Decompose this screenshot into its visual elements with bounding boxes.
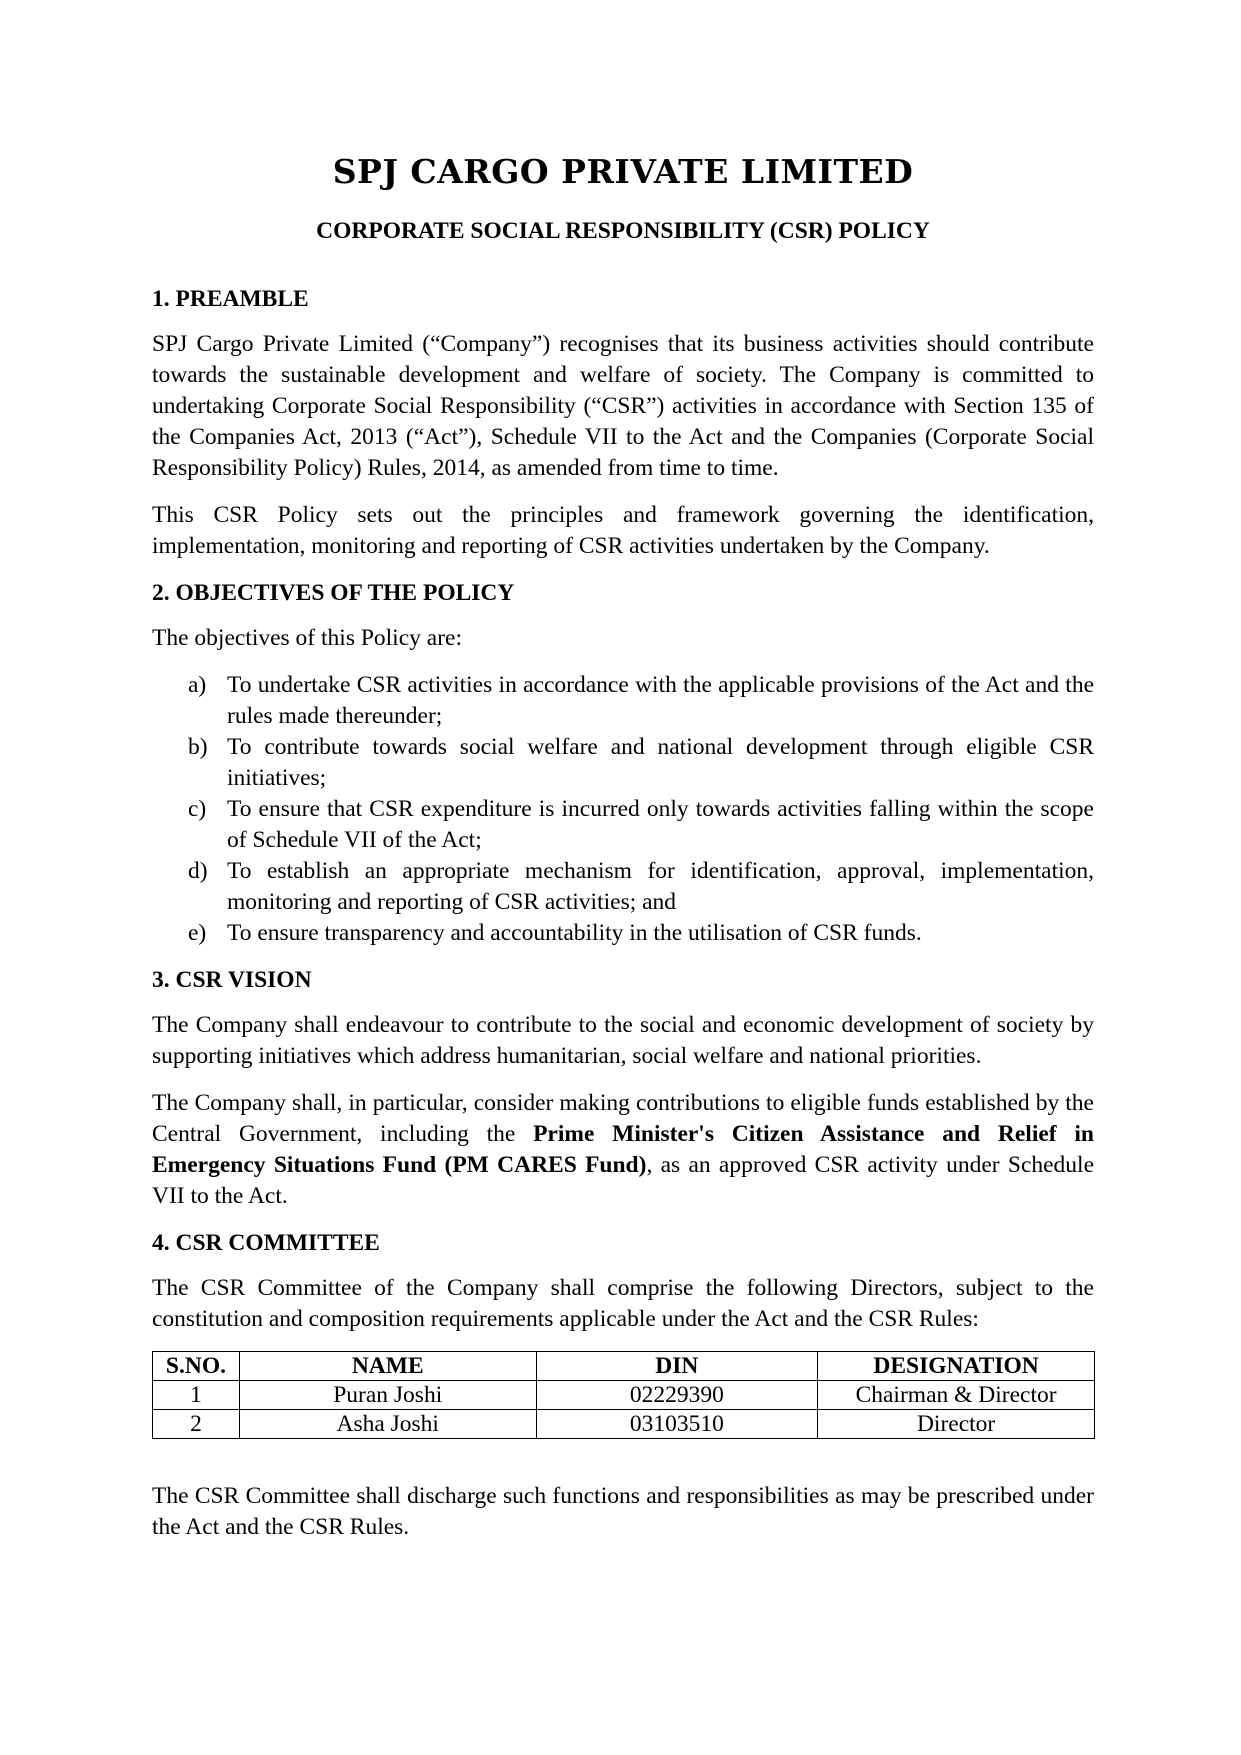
preamble-paragraph-1: SPJ Cargo Private Limited (“Company”) recognises that its business activities should contribute towards the sustainable development and welfare of society. The Company is committed to undertaking Corporate Social Responsibility (“CSR”) activities in accordance with Section 135 of the Companies Act, 2013 (“Act”), Schedule VII to the Act and the Companies (Corporate Social Responsibility Policy) Rules, 2014, as amended from time to time. xyxy=(152,331,1094,481)
cell-designation: Chairman & Director xyxy=(818,1381,1095,1410)
pm-cares-fund-name: Prime Minister's Citizen Assistance and Relief in Emergency Situations Fund (PM CARES Fund) xyxy=(152,1121,1094,1178)
list-marker: e) xyxy=(188,920,207,946)
list-item-text: To ensure transparency and accountability in the utilisation of CSR funds. xyxy=(227,920,922,946)
cell-name: Asha Joshi xyxy=(239,1410,536,1439)
cell-designation: Director xyxy=(818,1410,1095,1439)
column-header-designation: DESIGNATION xyxy=(818,1352,1095,1381)
objectives-intro: The objectives of this Policy are: xyxy=(152,625,462,651)
committee-closing: The CSR Committee shall discharge such functions and responsibilities as may be prescribed under the Act and the CSR Rules. xyxy=(152,1483,1094,1540)
list-item-text: To undertake CSR activities in accordance with the applicable provisions of the Act and the rules made thereunder; xyxy=(227,672,1094,729)
list-item xyxy=(188,670,1094,732)
vision-text-before: The Company shall, in particular, consider making contributions to eligible funds established by the Central Government, including the xyxy=(152,1090,1094,1147)
list-item xyxy=(188,918,1094,949)
vision-paragraph-2 xyxy=(152,1088,1094,1212)
list-item-text: To ensure that CSR expenditure is incurred only towards activities falling within the scope of Schedule VII of the Act; xyxy=(227,796,1094,853)
objectives-list xyxy=(152,670,1094,949)
column-header-din: DIN xyxy=(536,1352,818,1381)
cell-din: 02229390 xyxy=(536,1381,818,1410)
section-heading-vision: 3. CSR VISION xyxy=(152,967,312,993)
list-marker: d) xyxy=(188,858,208,884)
section-heading-objectives: 2. OBJECTIVES OF THE POLICY xyxy=(152,580,515,606)
vision-text-after: , as an approved CSR activity under Schedule VII to the Act. xyxy=(152,1152,1095,1209)
list-marker: c) xyxy=(188,796,207,822)
section-heading-committee: 4. CSR COMMITTEE xyxy=(152,1230,380,1256)
column-header-sno: S.NO. xyxy=(153,1352,240,1381)
list-marker: b) xyxy=(188,734,208,760)
table-row xyxy=(153,1381,1095,1410)
table-row xyxy=(153,1410,1095,1439)
table-header-row xyxy=(153,1352,1095,1381)
column-header-name: NAME xyxy=(239,1352,536,1381)
cell-din: 03103510 xyxy=(536,1410,818,1439)
committee-table xyxy=(152,1351,1095,1439)
list-item-text: To establish an appropriate mechanism for identification, approval, implementation, monitoring and reporting of CSR activities; and xyxy=(227,858,1094,915)
list-item xyxy=(188,856,1094,918)
list-marker: a) xyxy=(188,672,207,698)
cell-sno: 1 xyxy=(153,1381,240,1410)
list-item xyxy=(188,732,1094,794)
cell-name: Puran Joshi xyxy=(239,1381,536,1410)
vision-paragraph-1: The Company shall endeavour to contribute to the social and economic development of society by supporting initiatives which address humanitarian, social welfare and national priorities. xyxy=(152,1012,1094,1069)
committee-intro: The CSR Committee of the Company shall comprise the following Directors, subject to the constitution and composition requirements applicable under the Act and the CSR Rules: xyxy=(152,1275,1094,1332)
list-item xyxy=(188,794,1094,856)
section-heading-preamble: 1. PREAMBLE xyxy=(152,286,309,312)
policy-title: CORPORATE SOCIAL RESPONSIBILITY (CSR) POLICY xyxy=(316,218,930,244)
preamble-paragraph-2: This CSR Policy sets out the principles and framework governing the identification, implementation, monitoring and reporting of CSR activities undertaken by the Company. xyxy=(152,502,1094,559)
cell-sno: 2 xyxy=(153,1410,240,1439)
company-name: SPJ CARGO PRIVATE LIMITED xyxy=(332,152,914,191)
list-item-text: To contribute towards social welfare and national development through eligible CSR initiatives; xyxy=(227,734,1094,791)
page-content xyxy=(152,150,1094,1559)
